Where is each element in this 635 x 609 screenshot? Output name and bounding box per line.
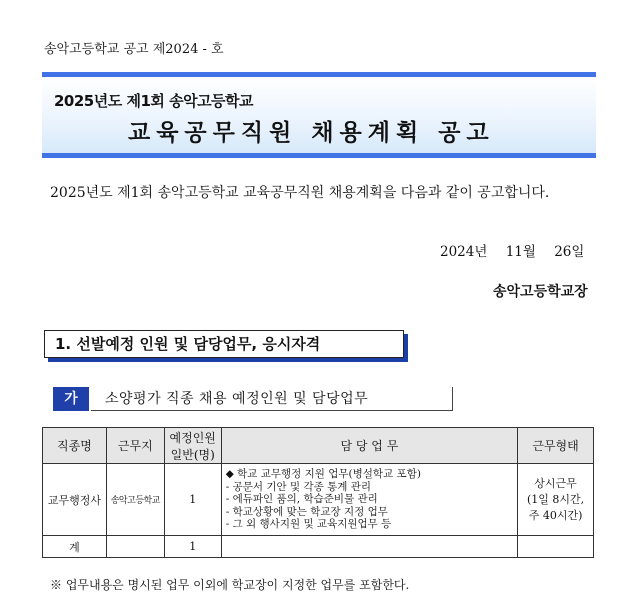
- work-type-line: 주 40시간): [528, 508, 583, 522]
- total-empty-cell: [221, 536, 517, 558]
- cell-work-type: [518, 464, 594, 536]
- table-header-row: [43, 428, 594, 464]
- banner-subtitle: 2025년도 제1회 송악고등학교: [54, 92, 254, 110]
- header-work-type: 근무형태: [518, 428, 594, 464]
- principal-signature: 송악고등학교장: [493, 284, 588, 300]
- duty-line: ◆ 학교 교무행정 지원 업무(병설학교 포함): [225, 468, 421, 481]
- work-type-line: 상시근무: [534, 476, 577, 490]
- total-label: 계: [43, 536, 107, 558]
- total-count: 1: [164, 536, 221, 558]
- total-empty-cell: [518, 536, 594, 558]
- cell-duties: [221, 464, 517, 536]
- header-workplace: 근무지: [106, 428, 164, 464]
- header-count-line2: 일반(명): [170, 447, 215, 462]
- recruitment-table: [42, 427, 594, 558]
- header-duties: 담 당 업 무: [221, 428, 517, 464]
- section-heading: 1. 선발예정 인원 및 담당업무, 응시자격: [44, 330, 404, 358]
- notice-number: 송악고등학교 공고 제2024 - 호: [44, 42, 224, 57]
- duty-line: - 그 외 행사지원 및 교육지원업무 등: [225, 518, 392, 531]
- intro-paragraph: 2025년도 제1회 송악고등학교 교육공무직원 채용계획을 다음과 같이 공고합니다.: [50, 185, 550, 201]
- header-count: [164, 428, 221, 464]
- total-empty-cell: [106, 536, 164, 558]
- cell-job: 교무행정사: [43, 464, 107, 536]
- work-type-line: (1일 8시간,: [526, 492, 585, 506]
- subsection-title: 소양평가 직종 채용 예정인원 및 담당업무: [91, 387, 453, 411]
- header-job: 직종명: [43, 428, 107, 464]
- header-count-line1: 예정인원: [169, 430, 216, 445]
- table-total-row: [43, 536, 594, 558]
- cell-count: 1: [164, 464, 221, 536]
- duty-line: - 공문서 기안 및 각종 통계 관리: [225, 480, 371, 493]
- duty-line: - 에듀파인 품의, 학습준비물 관리: [225, 493, 378, 506]
- subsection-badge: 가: [53, 387, 89, 411]
- banner-title: 교육공무직원 채용계획 공고: [128, 120, 495, 146]
- duty-line: - 학교상황에 맞는 학교장 지정 업무: [225, 505, 388, 518]
- table-row: [43, 464, 594, 536]
- cell-workplace: 송악고등학교: [106, 464, 164, 536]
- footnote: ※ 업무내용은 명시된 업무 이외에 학교장이 지정한 업무를 포함한다.: [50, 578, 410, 592]
- notice-date: 2024년 11월 26일: [440, 244, 585, 260]
